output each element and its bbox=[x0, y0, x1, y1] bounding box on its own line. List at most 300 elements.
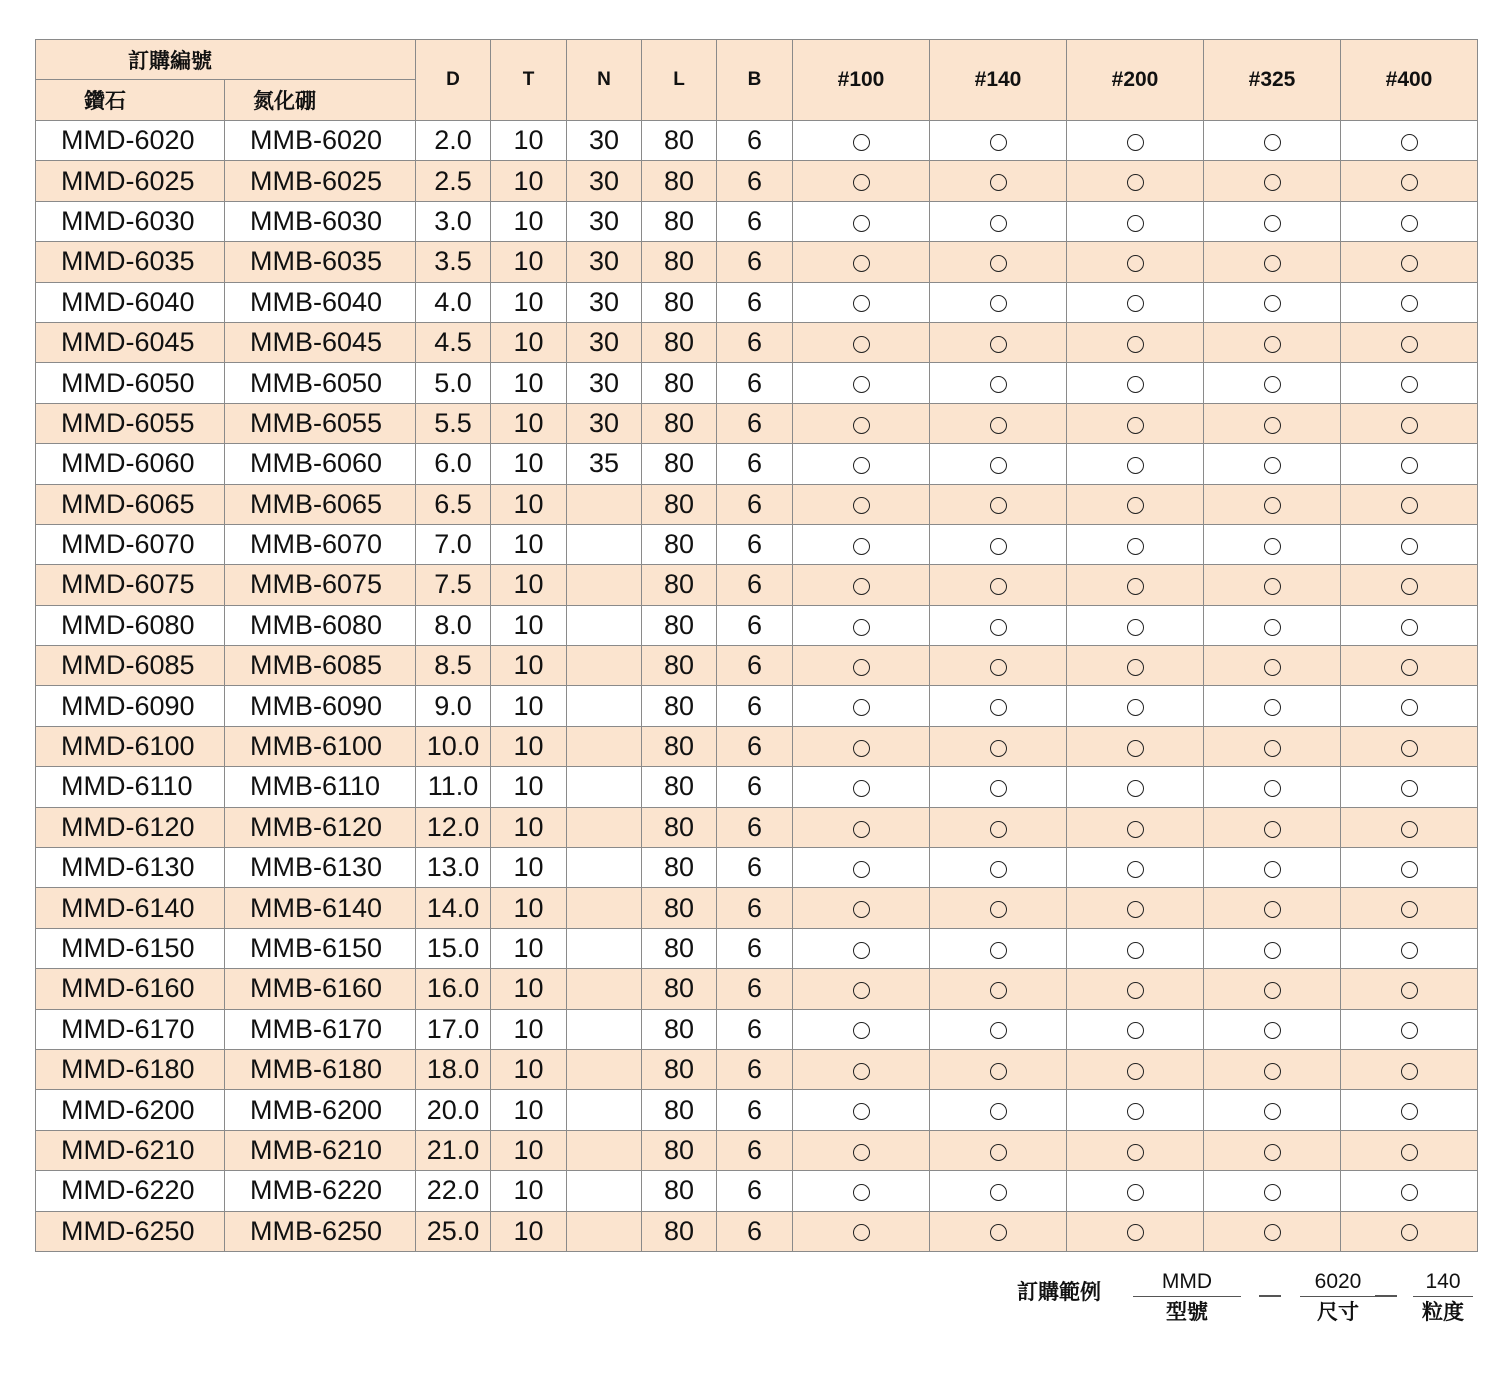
grit-availability-cell bbox=[1341, 403, 1478, 443]
circle-icon bbox=[1264, 295, 1281, 312]
circle-icon bbox=[1127, 1144, 1144, 1161]
table-row bbox=[36, 565, 1478, 605]
n-cell: 30 bbox=[567, 201, 642, 241]
d-header: D bbox=[416, 40, 491, 121]
n-cell bbox=[567, 848, 642, 888]
circle-icon bbox=[1401, 699, 1418, 716]
circle-icon bbox=[1127, 538, 1144, 555]
b-cell: 6 bbox=[717, 161, 793, 201]
grit-availability-cell bbox=[1067, 807, 1204, 847]
circle-icon bbox=[1401, 578, 1418, 595]
t-cell: 10 bbox=[491, 767, 567, 807]
circle-icon bbox=[990, 821, 1007, 838]
grit-availability-cell bbox=[793, 888, 930, 928]
grit-availability-cell bbox=[1067, 888, 1204, 928]
circle-icon bbox=[1264, 699, 1281, 716]
d-cell: 8.0 bbox=[416, 605, 491, 645]
t-cell: 10 bbox=[491, 161, 567, 201]
circle-icon bbox=[1264, 1103, 1281, 1120]
grit-availability-cell bbox=[793, 565, 930, 605]
grit-availability-cell bbox=[930, 121, 1067, 161]
grit-availability-cell bbox=[793, 242, 930, 282]
diamond-model-cell: MMD-6200 bbox=[36, 1090, 225, 1130]
table-row bbox=[36, 363, 1478, 403]
l-cell: 80 bbox=[642, 201, 717, 241]
grit-availability-cell bbox=[793, 524, 930, 564]
d-cell: 11.0 bbox=[416, 767, 491, 807]
circle-icon bbox=[1401, 821, 1418, 838]
cbn-model-cell: MMB-6055 bbox=[225, 403, 416, 443]
d-cell: 2.5 bbox=[416, 161, 491, 201]
b-cell: 6 bbox=[717, 322, 793, 362]
l-cell: 80 bbox=[642, 969, 717, 1009]
circle-icon bbox=[1264, 134, 1281, 151]
grit-availability-cell bbox=[930, 726, 1067, 766]
t-cell: 10 bbox=[491, 242, 567, 282]
circle-icon bbox=[1264, 821, 1281, 838]
circle-icon bbox=[990, 1063, 1007, 1080]
d-cell: 3.5 bbox=[416, 242, 491, 282]
circle-icon bbox=[1127, 659, 1144, 676]
grit-availability-cell bbox=[793, 686, 930, 726]
circle-icon bbox=[1127, 336, 1144, 353]
diamond-model-cell: MMD-6250 bbox=[36, 1211, 225, 1251]
grit-availability-cell bbox=[1341, 1090, 1478, 1130]
circle-icon bbox=[1401, 1144, 1418, 1161]
diamond-model-cell: MMD-6140 bbox=[36, 888, 225, 928]
circle-icon bbox=[853, 336, 870, 353]
grit-400-header: #400 bbox=[1341, 40, 1478, 121]
diamond-model-cell: MMD-6060 bbox=[36, 444, 225, 484]
cbn-model-cell: MMB-6080 bbox=[225, 605, 416, 645]
grit-availability-cell bbox=[1204, 121, 1341, 161]
t-cell: 10 bbox=[491, 565, 567, 605]
grit-availability-cell bbox=[793, 1130, 930, 1170]
circle-icon bbox=[853, 901, 870, 918]
n-cell: 30 bbox=[567, 403, 642, 443]
table-row bbox=[36, 605, 1478, 645]
grit-availability-cell bbox=[930, 524, 1067, 564]
circle-icon bbox=[990, 982, 1007, 999]
cbn-model-cell: MMB-6130 bbox=[225, 848, 416, 888]
d-cell: 5.5 bbox=[416, 403, 491, 443]
b-cell: 6 bbox=[717, 888, 793, 928]
l-cell: 80 bbox=[642, 403, 717, 443]
grit-availability-cell bbox=[793, 121, 930, 161]
grit-availability-cell bbox=[1067, 161, 1204, 201]
d-cell: 4.5 bbox=[416, 322, 491, 362]
circle-icon bbox=[1401, 295, 1418, 312]
grit-availability-cell bbox=[1067, 969, 1204, 1009]
grit-availability-cell bbox=[930, 1211, 1067, 1251]
grit-availability-cell bbox=[930, 969, 1067, 1009]
circle-icon bbox=[853, 457, 870, 474]
d-cell: 17.0 bbox=[416, 1009, 491, 1049]
grit-availability-cell bbox=[1067, 1049, 1204, 1089]
circle-icon bbox=[853, 1184, 870, 1201]
circle-icon bbox=[1401, 376, 1418, 393]
t-cell: 10 bbox=[491, 726, 567, 766]
n-cell bbox=[567, 1090, 642, 1130]
grit-availability-cell bbox=[1067, 1090, 1204, 1130]
circle-icon bbox=[1264, 1022, 1281, 1039]
circle-icon bbox=[990, 376, 1007, 393]
grit-availability-cell bbox=[930, 928, 1067, 968]
cbn-model-cell: MMB-6030 bbox=[225, 201, 416, 241]
grit-availability-cell bbox=[1204, 403, 1341, 443]
b-cell: 6 bbox=[717, 1049, 793, 1089]
order-part-model bbox=[1133, 1268, 1241, 1327]
grit-availability-cell bbox=[930, 161, 1067, 201]
d-cell: 15.0 bbox=[416, 928, 491, 968]
grit-availability-cell bbox=[1067, 201, 1204, 241]
d-cell: 5.0 bbox=[416, 363, 491, 403]
circle-icon bbox=[1401, 417, 1418, 434]
diamond-model-cell: MMD-6030 bbox=[36, 201, 225, 241]
circle-icon bbox=[990, 1224, 1007, 1241]
grit-availability-cell bbox=[1067, 1211, 1204, 1251]
diamond-model-cell: MMD-6065 bbox=[36, 484, 225, 524]
n-cell bbox=[567, 1171, 642, 1211]
l-cell: 80 bbox=[642, 888, 717, 928]
grit-availability-cell bbox=[930, 403, 1067, 443]
circle-icon bbox=[853, 982, 870, 999]
grit-availability-cell bbox=[793, 726, 930, 766]
d-cell: 7.0 bbox=[416, 524, 491, 564]
table-row bbox=[36, 1130, 1478, 1170]
grit-availability-cell bbox=[1067, 1009, 1204, 1049]
table-row bbox=[36, 686, 1478, 726]
b-cell: 6 bbox=[717, 565, 793, 605]
diamond-model-cell: MMD-6070 bbox=[36, 524, 225, 564]
grit-availability-cell bbox=[1341, 646, 1478, 686]
table-row bbox=[36, 726, 1478, 766]
grit-availability-cell bbox=[1204, 605, 1341, 645]
circle-icon bbox=[1264, 417, 1281, 434]
grit-availability-cell bbox=[793, 161, 930, 201]
l-cell: 80 bbox=[642, 1090, 717, 1130]
circle-icon bbox=[853, 578, 870, 595]
table-row bbox=[36, 524, 1478, 564]
circle-icon bbox=[990, 134, 1007, 151]
grit-325-header: #325 bbox=[1204, 40, 1341, 121]
diamond-model-cell: MMD-6040 bbox=[36, 282, 225, 322]
l-cell: 80 bbox=[642, 767, 717, 807]
l-cell: 80 bbox=[642, 1009, 717, 1049]
l-cell: 80 bbox=[642, 1171, 717, 1211]
grit-availability-cell bbox=[930, 201, 1067, 241]
circle-icon bbox=[1401, 780, 1418, 797]
circle-icon bbox=[1264, 497, 1281, 514]
grit-availability-cell bbox=[1067, 524, 1204, 564]
grit-availability-cell bbox=[1067, 848, 1204, 888]
grit-availability-cell bbox=[930, 605, 1067, 645]
grit-availability-cell bbox=[930, 1171, 1067, 1211]
order-part-caption: 型號 bbox=[1166, 1301, 1208, 1324]
table-row bbox=[36, 928, 1478, 968]
order-example-label: 訂購範例 bbox=[1017, 1281, 1101, 1304]
diamond-model-cell: MMD-6020 bbox=[36, 121, 225, 161]
grit-availability-cell bbox=[793, 403, 930, 443]
grit-availability-cell bbox=[1067, 322, 1204, 362]
grit-availability-cell bbox=[1341, 969, 1478, 1009]
circle-icon bbox=[990, 174, 1007, 191]
l-cell: 80 bbox=[642, 1211, 717, 1251]
d-cell: 18.0 bbox=[416, 1049, 491, 1089]
grit-availability-cell bbox=[1204, 565, 1341, 605]
n-cell bbox=[567, 524, 642, 564]
table-row bbox=[36, 201, 1478, 241]
diamond-model-cell: MMD-6110 bbox=[36, 767, 225, 807]
circle-icon bbox=[1401, 134, 1418, 151]
grit-availability-cell bbox=[1204, 161, 1341, 201]
t-cell: 10 bbox=[491, 524, 567, 564]
circle-icon bbox=[1401, 255, 1418, 272]
n-cell bbox=[567, 928, 642, 968]
grit-availability-cell bbox=[1341, 484, 1478, 524]
grit-100-header: #100 bbox=[793, 40, 930, 121]
l-cell: 80 bbox=[642, 726, 717, 766]
diamond-model-cell: MMD-6075 bbox=[36, 565, 225, 605]
circle-icon bbox=[853, 861, 870, 878]
circle-icon bbox=[1127, 1184, 1144, 1201]
circle-icon bbox=[1127, 457, 1144, 474]
t-cell: 10 bbox=[491, 888, 567, 928]
circle-icon bbox=[1127, 1063, 1144, 1080]
grit-availability-cell bbox=[1067, 444, 1204, 484]
grit-availability-cell bbox=[930, 363, 1067, 403]
circle-icon bbox=[1127, 578, 1144, 595]
cbn-model-cell: MMB-6075 bbox=[225, 565, 416, 605]
circle-icon bbox=[1127, 901, 1144, 918]
n-cell bbox=[567, 1211, 642, 1251]
circle-icon bbox=[1264, 1184, 1281, 1201]
b-cell: 6 bbox=[717, 767, 793, 807]
circle-icon bbox=[1127, 1103, 1144, 1120]
grit-availability-cell bbox=[1341, 686, 1478, 726]
circle-icon bbox=[1401, 901, 1418, 918]
circle-icon bbox=[853, 1144, 870, 1161]
grit-availability-cell bbox=[1067, 242, 1204, 282]
grit-availability-cell bbox=[1204, 646, 1341, 686]
n-cell bbox=[567, 1130, 642, 1170]
grit-availability-cell bbox=[930, 1130, 1067, 1170]
b-cell: 6 bbox=[717, 605, 793, 645]
grit-availability-cell bbox=[1341, 1130, 1478, 1170]
table-row bbox=[36, 403, 1478, 443]
diamond-model-cell: MMD-6160 bbox=[36, 969, 225, 1009]
grit-availability-cell bbox=[1204, 524, 1341, 564]
grit-availability-cell bbox=[793, 1090, 930, 1130]
t-header: T bbox=[491, 40, 567, 121]
grit-availability-cell bbox=[1204, 242, 1341, 282]
grit-availability-cell bbox=[1341, 1009, 1478, 1049]
l-cell: 80 bbox=[642, 646, 717, 686]
table-row bbox=[36, 1171, 1478, 1211]
grit-availability-cell bbox=[1341, 121, 1478, 161]
grit-availability-cell bbox=[1204, 767, 1341, 807]
cbn-model-cell: MMB-6035 bbox=[225, 242, 416, 282]
table-row bbox=[36, 1009, 1478, 1049]
cbn-model-cell: MMB-6040 bbox=[225, 282, 416, 322]
t-cell: 10 bbox=[491, 322, 567, 362]
grit-availability-cell bbox=[1067, 646, 1204, 686]
b-cell: 6 bbox=[717, 444, 793, 484]
circle-icon bbox=[1127, 255, 1144, 272]
circle-icon bbox=[1264, 619, 1281, 636]
circle-icon bbox=[1264, 659, 1281, 676]
grit-availability-cell bbox=[930, 848, 1067, 888]
circle-icon bbox=[1127, 1224, 1144, 1241]
b-cell: 6 bbox=[717, 524, 793, 564]
diamond-model-cell: MMD-6220 bbox=[36, 1171, 225, 1211]
b-cell: 6 bbox=[717, 1211, 793, 1251]
b-cell: 6 bbox=[717, 403, 793, 443]
d-cell: 2.0 bbox=[416, 121, 491, 161]
t-cell: 10 bbox=[491, 1009, 567, 1049]
table-row bbox=[36, 282, 1478, 322]
table-body bbox=[36, 121, 1478, 1252]
cbn-model-cell: MMB-6090 bbox=[225, 686, 416, 726]
circle-icon bbox=[1264, 255, 1281, 272]
grit-availability-cell bbox=[930, 242, 1067, 282]
grit-availability-cell bbox=[930, 686, 1067, 726]
diamond-model-cell: MMD-6085 bbox=[36, 646, 225, 686]
b-cell: 6 bbox=[717, 363, 793, 403]
order-example bbox=[1017, 1268, 1477, 1338]
diamond-model-cell: MMD-6080 bbox=[36, 605, 225, 645]
circle-icon bbox=[1264, 780, 1281, 797]
grit-availability-cell bbox=[793, 1171, 930, 1211]
b-cell: 6 bbox=[717, 201, 793, 241]
circle-icon bbox=[1401, 619, 1418, 636]
grit-availability-cell bbox=[1204, 969, 1341, 1009]
circle-icon bbox=[990, 497, 1007, 514]
d-cell: 21.0 bbox=[416, 1130, 491, 1170]
l-cell: 80 bbox=[642, 282, 717, 322]
l-cell: 80 bbox=[642, 928, 717, 968]
circle-icon bbox=[853, 821, 870, 838]
circle-icon bbox=[990, 780, 1007, 797]
l-cell: 80 bbox=[642, 1130, 717, 1170]
grit-availability-cell bbox=[793, 1211, 930, 1251]
grit-availability-cell bbox=[793, 322, 930, 362]
order-part-caption: 尺寸 bbox=[1317, 1301, 1359, 1324]
circle-icon bbox=[853, 1224, 870, 1241]
cbn-model-cell: MMB-6160 bbox=[225, 969, 416, 1009]
diamond-model-cell: MMD-6055 bbox=[36, 403, 225, 443]
d-cell: 4.0 bbox=[416, 282, 491, 322]
table-row bbox=[36, 807, 1478, 847]
grit-availability-cell bbox=[1341, 444, 1478, 484]
grit-availability-cell bbox=[1067, 686, 1204, 726]
circle-icon bbox=[1127, 740, 1144, 757]
circle-icon bbox=[853, 497, 870, 514]
circle-icon bbox=[1127, 780, 1144, 797]
l-cell: 80 bbox=[642, 363, 717, 403]
grit-availability-cell bbox=[1067, 403, 1204, 443]
cbn-model-cell: MMB-6050 bbox=[225, 363, 416, 403]
spec-table bbox=[35, 39, 1478, 1252]
n-header: N bbox=[567, 40, 642, 121]
grit-availability-cell bbox=[1341, 848, 1478, 888]
table-row bbox=[36, 322, 1478, 362]
table-row bbox=[36, 1090, 1478, 1130]
grit-availability-cell bbox=[1341, 201, 1478, 241]
circle-icon bbox=[1264, 578, 1281, 595]
grit-availability-cell bbox=[1067, 767, 1204, 807]
circle-icon bbox=[1264, 376, 1281, 393]
cbn-model-cell: MMB-6065 bbox=[225, 484, 416, 524]
n-cell bbox=[567, 565, 642, 605]
grit-availability-cell bbox=[930, 1090, 1067, 1130]
table-row bbox=[36, 848, 1478, 888]
diamond-header: 鑽石 bbox=[36, 80, 225, 121]
t-cell: 10 bbox=[491, 1090, 567, 1130]
circle-icon bbox=[1264, 982, 1281, 999]
n-cell bbox=[567, 1049, 642, 1089]
circle-icon bbox=[1127, 619, 1144, 636]
circle-icon bbox=[1127, 134, 1144, 151]
grit-availability-cell bbox=[1341, 322, 1478, 362]
diamond-model-cell: MMD-6120 bbox=[36, 807, 225, 847]
grit-availability-cell bbox=[793, 848, 930, 888]
n-cell: 35 bbox=[567, 444, 642, 484]
grit-availability-cell bbox=[793, 1009, 930, 1049]
circle-icon bbox=[853, 295, 870, 312]
grit-availability-cell bbox=[1204, 1211, 1341, 1251]
circle-icon bbox=[1264, 1144, 1281, 1161]
grit-availability-cell bbox=[793, 1049, 930, 1089]
cbn-model-cell: MMB-6210 bbox=[225, 1130, 416, 1170]
t-cell: 10 bbox=[491, 1171, 567, 1211]
cbn-model-cell: MMB-6250 bbox=[225, 1211, 416, 1251]
grit-availability-cell bbox=[1067, 484, 1204, 524]
diamond-model-cell: MMD-6035 bbox=[36, 242, 225, 282]
table-row bbox=[36, 1049, 1478, 1089]
order-part-grit bbox=[1413, 1268, 1473, 1327]
circle-icon bbox=[853, 740, 870, 757]
grit-availability-cell bbox=[1341, 524, 1478, 564]
l-cell: 80 bbox=[642, 524, 717, 564]
l-cell: 80 bbox=[642, 807, 717, 847]
circle-icon bbox=[853, 659, 870, 676]
circle-icon bbox=[853, 1063, 870, 1080]
d-cell: 8.5 bbox=[416, 646, 491, 686]
t-cell: 10 bbox=[491, 201, 567, 241]
grit-availability-cell bbox=[1341, 605, 1478, 645]
circle-icon bbox=[1401, 1063, 1418, 1080]
circle-icon bbox=[1401, 497, 1418, 514]
l-cell: 80 bbox=[642, 686, 717, 726]
circle-icon bbox=[1401, 1022, 1418, 1039]
b-cell: 6 bbox=[717, 848, 793, 888]
diamond-model-cell: MMD-6025 bbox=[36, 161, 225, 201]
l-cell: 80 bbox=[642, 121, 717, 161]
grit-availability-cell bbox=[930, 484, 1067, 524]
circle-icon bbox=[1401, 740, 1418, 757]
circle-icon bbox=[853, 215, 870, 232]
grit-availability-cell bbox=[793, 646, 930, 686]
grit-availability-cell bbox=[930, 565, 1067, 605]
grit-availability-cell bbox=[1341, 807, 1478, 847]
table-row bbox=[36, 121, 1478, 161]
grit-availability-cell bbox=[930, 888, 1067, 928]
t-cell: 10 bbox=[491, 646, 567, 686]
grit-availability-cell bbox=[930, 282, 1067, 322]
d-cell: 6.0 bbox=[416, 444, 491, 484]
circle-icon bbox=[1264, 1063, 1281, 1080]
